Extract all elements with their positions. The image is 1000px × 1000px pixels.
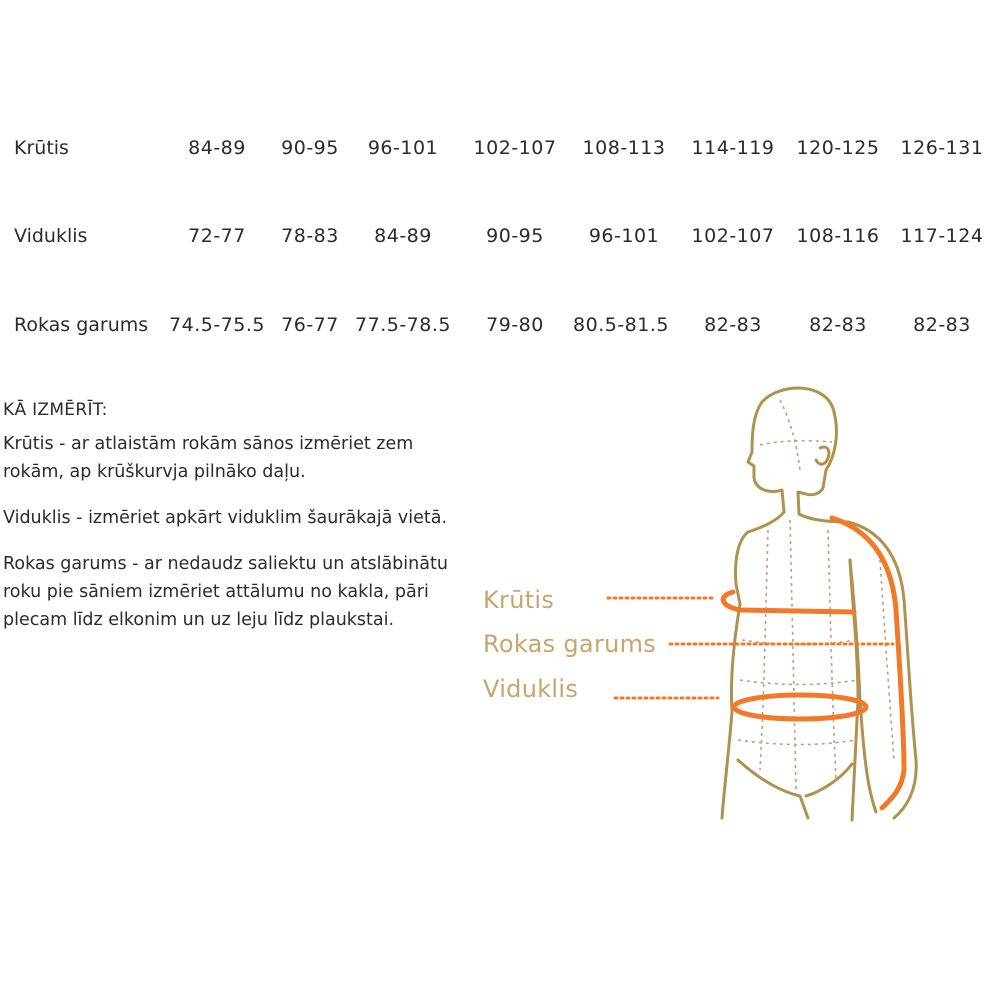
- table-cell: 77.5-78.5: [355, 314, 451, 336]
- measure-lines: [723, 518, 904, 808]
- table-cell: 114-119: [691, 137, 775, 159]
- table-cell: 82-83: [913, 314, 971, 336]
- mannequin-outline: [722, 388, 916, 820]
- table-cell: 80.5-81.5: [573, 314, 669, 336]
- table-cell: 102-107: [473, 137, 557, 159]
- figure-label-waist: Viduklis: [483, 675, 579, 703]
- table-cell: 96-101: [588, 225, 660, 247]
- waist-instructions: Viduklis - izmēriet apkārt viduklim šaurākajā vietā.: [3, 508, 448, 528]
- row-label: Rokas garums: [14, 314, 149, 336]
- figure-label-chest: Krūtis: [483, 586, 555, 614]
- table-cell: 117-124: [900, 225, 984, 247]
- table-cell: 84-89: [188, 137, 246, 159]
- sleeve-instructions: Rokas garums - ar nedaudz saliektu un atslābinātu roku pie sāniem izmēriet attālumu no kakla, pāri plecam līdz elkonim un uz leju līdz plaukstai.: [3, 554, 448, 630]
- table-cell: 74.5-75.5: [169, 314, 265, 336]
- figure-label-sleeve: Rokas garums: [483, 630, 657, 658]
- table-cell: 78-83: [281, 225, 339, 247]
- table-cell: 108-116: [796, 225, 880, 247]
- chest-measure-line: [723, 592, 854, 612]
- table-cell: 72-77: [188, 225, 246, 247]
- table-cell: 90-95: [486, 225, 544, 247]
- table-cell: 108-113: [582, 137, 666, 159]
- row-label: Krūtis: [14, 137, 69, 159]
- table-cell: 84-89: [374, 225, 432, 247]
- table-cell: 79-80: [486, 314, 544, 336]
- how-to-measure-heading: KĀ IZMĒRĪT:: [3, 400, 108, 420]
- table-cell: 82-83: [809, 314, 867, 336]
- chest-instructions: Krūtis - ar atlaistām rokām sānos izmēriet zem rokām, ap krūškurvja pilnāko daļu.: [3, 434, 414, 482]
- table-cell: 102-107: [691, 225, 775, 247]
- table-cell: 126-131: [900, 137, 984, 159]
- table-cell: 90-95: [281, 137, 339, 159]
- waist-measure-line: [734, 695, 866, 719]
- table-cell: 82-83: [704, 314, 762, 336]
- table-cell: 76-77: [281, 314, 339, 336]
- row-label: Viduklis: [14, 225, 88, 247]
- table-cell: 120-125: [796, 137, 880, 159]
- table-cell: 96-101: [367, 137, 439, 159]
- mannequin-guides: [738, 400, 894, 790]
